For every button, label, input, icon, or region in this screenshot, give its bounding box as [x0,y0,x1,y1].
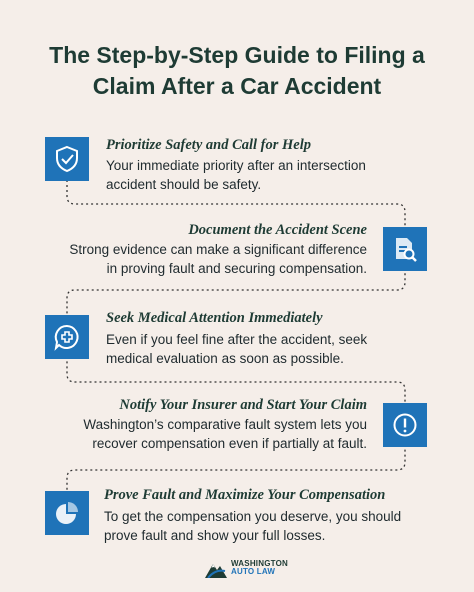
step-5-heading: Prove Fault and Maximize Your Compensation [104,487,386,503]
exclamation-icon [392,411,418,439]
step-3-heading: Seek Medical Attention Immediately [106,310,323,326]
logo-text [231,560,288,576]
shield-check-icon [54,145,80,173]
washington-auto-law-logo [205,558,288,578]
step-4-line-2: recover compensation even if partially at fault. [92,436,367,451]
step-2-heading: Document the Accident Scene [188,222,367,238]
mountain-logo-icon [205,558,227,578]
step-1-line-2: accident should be safety. [106,177,262,192]
medical-cross-chat-icon [53,323,81,351]
step-4-icon-box [383,403,427,447]
title-line-1: The Step-by-Step Guide to Filing a [49,42,425,68]
step-3-text [106,330,367,368]
step-2-icon-box [383,227,427,271]
step-5-line-2: prove fault and show your full losses. [104,528,326,543]
step-5-line-1: To get the compensation you deserve, you should [104,509,402,524]
step-4-text [83,415,367,453]
step-4-heading: Notify Your Insurer and Start Your Claim [119,397,367,413]
step-1-text [106,156,366,194]
step-1-heading: Prioritize Safety and Call for Help [106,137,312,153]
step-1-line-1: Your immediate priority after an intersection [106,158,366,173]
logo-line-1: WASHINGTON [231,559,288,568]
logo-line-2: AUTO LAW [231,567,276,576]
title-line-2: Claim After a Car Accident [92,73,382,99]
step-4-line-1: Washington’s comparative fault system lets you [83,417,367,432]
step-5-icon-box [45,491,89,535]
step-2-text [69,240,367,278]
document-search-icon [392,235,418,263]
step-3-line-2: medical evaluation as soon as possible. [106,351,344,366]
step-1-icon-box [45,137,89,181]
pie-chart-icon [54,500,80,526]
step-5-text [104,507,401,545]
step-2-line-2: in proving fault and securing compensation. [106,261,367,276]
step-2-line-1: Strong evidence can make a significant difference [69,242,367,257]
step-3-line-1: Even if you feel fine after the accident, seek [106,332,368,347]
step-3-icon-box [45,315,89,359]
